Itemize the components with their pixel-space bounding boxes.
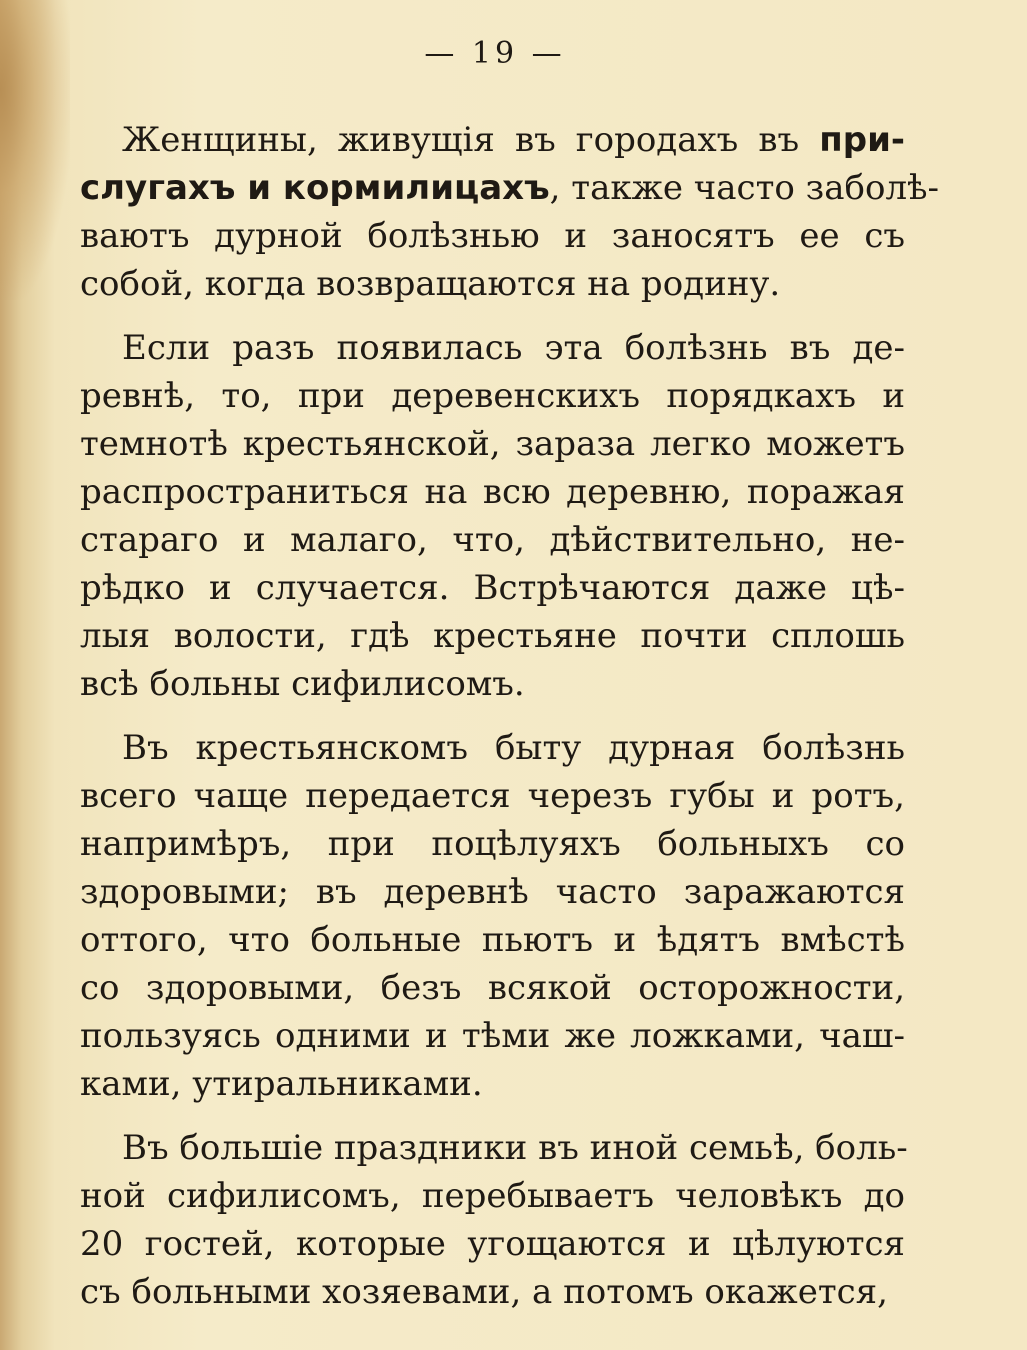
text-line [80,116,905,164]
text-line [80,660,905,708]
text-line [80,324,905,372]
text-line [80,420,905,468]
text-segment: ревнѣ, то, при деревенскихъ порядкахъ и [80,376,905,416]
text-line [80,868,905,916]
text-segment: Въ большіе праздники въ иной семьѣ, боль- [122,1128,908,1168]
text-line [80,612,905,660]
text-segment: лыя волости, гдѣ крестьяне почти сплошь [80,616,905,656]
text-segment: рѣдко и случается. Встрѣчаются даже цѣ- [80,568,905,608]
text-segment: со здоровыми, безъ всякой осторожности, [80,968,905,1008]
text-line [80,724,905,772]
bold-text-segment: при- [819,120,905,160]
bold-text-segment: слугахъ и кормилицахъ [80,168,550,208]
text-segment: собой, когда возвращаются на родину. [80,264,781,304]
text-line [80,260,905,308]
text-line [80,164,940,212]
text-segment: здоровыми; въ деревнѣ часто заражаются [80,872,905,912]
text-line [80,212,905,260]
text-segment: всего чаще передается черезъ губы и ротъ, [80,776,905,816]
text-line [80,1268,905,1316]
text-segment: ваютъ дурной болѣзнью и заносятъ ее съ [80,216,905,256]
paragraph [80,1124,908,1316]
text-segment: 20 гостей, которые угощаются и цѣлуются [80,1224,905,1264]
text-line [80,916,905,964]
text-segment: Женщины, живущія въ городахъ въ [122,120,820,160]
text-line [80,964,905,1012]
body-text [80,116,940,1332]
text-segment: пользуясь одними и тѣми же ложками, чаш- [80,1016,905,1056]
paragraph [80,324,905,708]
paragraph [80,116,940,308]
text-line [80,468,905,516]
text-segment: ками, утиральниками. [80,1064,483,1104]
text-segment: Въ крестьянскомъ быту дурная болѣзнь [122,728,905,768]
text-line [80,516,905,564]
text-line [80,820,905,868]
text-segment: темнотѣ крестьянской, зараза легко можетъ [80,424,905,464]
text-line [80,564,905,612]
paragraph [80,724,905,1108]
text-segment: съ больными хозяевами, а потомъ окажется, [80,1272,888,1312]
text-segment: Если разъ появилась эта болѣзнь въ де- [122,328,905,368]
text-line [80,1172,905,1220]
page-number: — 19 — [424,36,566,71]
text-segment: , также часто заболѣ- [549,168,940,208]
text-segment: ной сифилисомъ, перебываетъ человѣкъ до [80,1176,905,1216]
text-segment: оттого, что больные пьютъ и ѣдятъ вмѣстѣ [80,920,905,960]
text-line [80,1012,905,1060]
text-line [80,772,905,820]
text-line [80,372,905,420]
text-line [80,1124,908,1172]
text-segment: стараго и малаго, что, дѣйствительно, не- [80,520,905,560]
text-segment: напримѣръ, при поцѣлуяхъ больныхъ со [80,824,905,864]
text-line [80,1060,905,1108]
text-segment: распространиться на всю деревню, поражая [80,472,905,512]
text-segment: всѣ больны сифилисомъ. [80,664,525,704]
text-line [80,1220,905,1268]
